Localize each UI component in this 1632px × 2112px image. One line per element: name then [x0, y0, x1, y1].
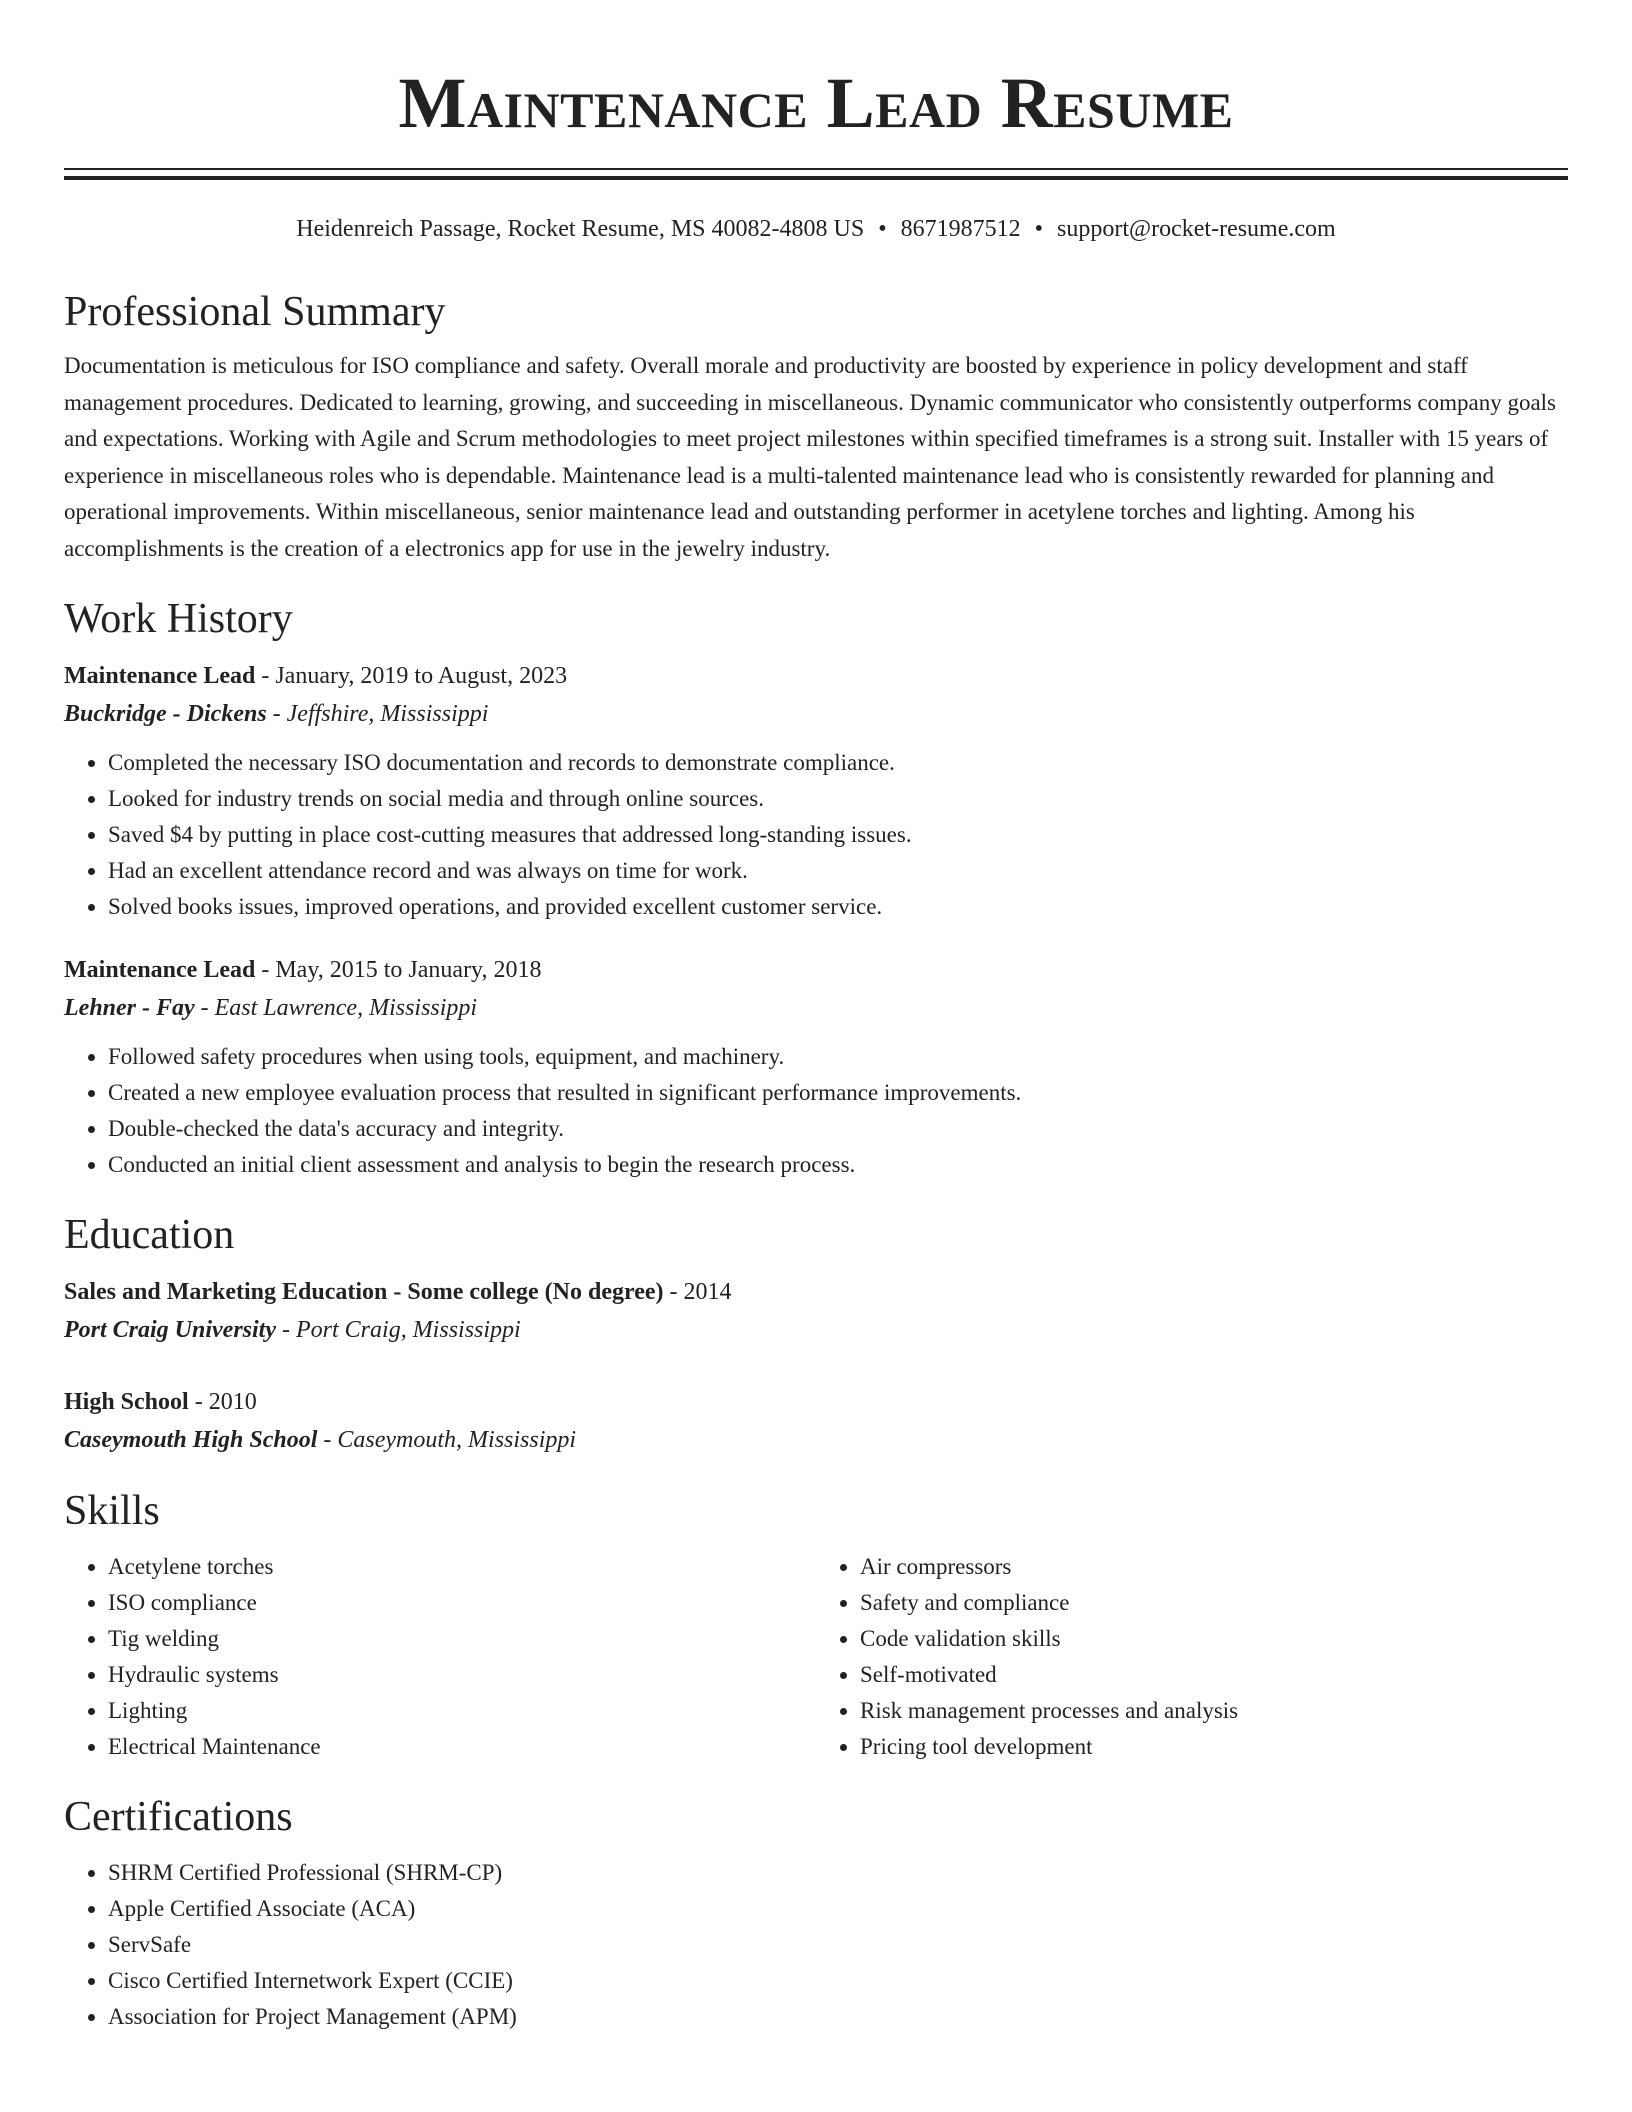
job-title: Maintenance Lead [64, 663, 256, 689]
summary-heading: Professional Summary [64, 289, 446, 335]
job-title: Maintenance Lead [64, 957, 256, 983]
list-item: • Had an excellent attendance record and was always on time for work. [108, 853, 1568, 889]
contact-email: support@rocket-resume.com [1057, 216, 1336, 242]
work-history-heading: Work History [64, 596, 293, 642]
contact-address: Heidenreich Passage, Rocket Resume, MS 40082-4808 US [296, 216, 865, 242]
list-item: • Safety and compliance [860, 1585, 1568, 1621]
contact-separator: • [878, 216, 887, 242]
summary-text: Documentation is meticulous for ISO compliance and safety. Overall morale and productivity are boosted by experience in policy development and staff management procedures. Dedicated to learning, growing, and succeeding in miscellaneous. Dynamic communicator who consistently outperforms company goals and expectations. Working with Agile and Scrum methodologies to meet project milestones within specified timeframes is a strong suit. Installer with 15 years of experience in miscellaneous roles who is dependable. Maintenance lead is a multi-talented maintenance lead who is consistently rewarded for planning and operational improvements. Within miscellaneous, senior maintenance lead and outstanding performer in acetylene torches and lighting. Among his accomplishments is the creation of a electronics app for use in the jewelry industry. [64, 353, 1557, 561]
list-item: • Hydraulic systems [108, 1657, 816, 1693]
school-location: - Port Craig, Mississippi [276, 1317, 521, 1343]
degree-year: - 2010 [188, 1389, 257, 1415]
school-line [64, 1421, 1568, 1459]
job-location: - East Lawrence, Mississippi [194, 995, 478, 1021]
degree-year: - 2014 [663, 1279, 732, 1305]
skills-heading: Skills [64, 1488, 160, 1534]
job-title-line [64, 951, 1568, 989]
list-item: • Double-checked the data's accuracy and integrity. [108, 1111, 1568, 1147]
school: Caseymouth High School [64, 1427, 318, 1453]
title-rule-thin [64, 168, 1568, 170]
list-item: • Pricing tool development [860, 1729, 1568, 1765]
job-dates: - May, 2015 to January, 2018 [255, 957, 542, 983]
list-item: • Tig welding [108, 1621, 816, 1657]
list-item: • Association for Project Management (APM) [108, 1999, 1568, 2035]
school-line [64, 1311, 1568, 1349]
list-item: • Apple Certified Associate (ACA) [108, 1891, 1568, 1927]
certifications-list [64, 1855, 1568, 2035]
list-item: • Risk management processes and analysis [860, 1693, 1568, 1729]
list-item: • Looked for industry trends on social media and through online sources. [108, 781, 1568, 817]
job-company-line [64, 695, 1568, 733]
skills-columns [64, 1549, 1568, 1765]
list-item: • Completed the necessary ISO documentation and records to demonstrate compliance. [108, 745, 1568, 781]
job-title-line [64, 657, 1568, 695]
list-item: • Followed safety procedures when using tools, equipment, and machinery. [108, 1039, 1568, 1075]
job-bullets [64, 1039, 1568, 1183]
job-company: Buckridge - Dickens [64, 701, 267, 727]
list-item: • Acetylene torches [108, 1549, 816, 1585]
school: Port Craig University [64, 1317, 277, 1343]
job-dates: - January, 2019 to August, 2023 [255, 663, 568, 689]
list-item: • Air compressors [860, 1549, 1568, 1585]
contact-separator: • [1034, 216, 1044, 242]
list-item: • SHRM Certified Professional (SHRM-CP) [108, 1855, 1568, 1891]
resume-page [64, 0, 1568, 2035]
skills-left-column [64, 1549, 816, 1765]
job-company: Lehner - Fay [64, 995, 195, 1021]
degree: Sales and Marketing Education - Some college (No degree) [64, 1279, 664, 1305]
title-rule-thick [64, 176, 1568, 180]
degree-line [64, 1383, 1568, 1421]
job-bullets [64, 745, 1568, 925]
education-heading: Education [64, 1212, 235, 1258]
list-item: • Code validation skills [860, 1621, 1568, 1657]
school-location: - Caseymouth, Mississippi [317, 1427, 577, 1453]
list-item: • Electrical Maintenance [108, 1729, 816, 1765]
list-item: • Conducted an initial client assessment and analysis to begin the research process. [108, 1147, 1568, 1183]
job-location: - Jeffshire, Mississippi [266, 701, 489, 727]
list-item: • Solved books issues, improved operations, and provided excellent customer service. [108, 889, 1568, 925]
list-item: • Self-motivated [860, 1657, 1568, 1693]
job-entry [64, 657, 1568, 925]
contact-phone: 8671987512 [900, 216, 1021, 242]
list-item: • Lighting [108, 1693, 816, 1729]
list-item: • Saved $4 by putting in place cost-cutting measures that addressed long-standing issues. [108, 817, 1568, 853]
list-item: • Created a new employee evaluation process that resulted in significant performance improvements. [108, 1075, 1568, 1111]
list-item: • ISO compliance [108, 1585, 816, 1621]
list-item: • ServSafe [108, 1927, 1568, 1963]
contact-line [64, 212, 1568, 246]
certifications-heading: Certifications [64, 1794, 293, 1840]
education-entry [64, 1273, 1568, 1349]
list-item: • Cisco Certified Internetwork Expert (CCIE) [108, 1963, 1568, 1999]
degree-line [64, 1273, 1568, 1311]
education-entry [64, 1383, 1568, 1459]
job-company-line [64, 989, 1568, 1027]
job-entry [64, 951, 1568, 1183]
skills-right-column [816, 1549, 1568, 1765]
degree: High School [64, 1389, 189, 1415]
page-title: Maintenance Lead Resume [398, 63, 1234, 143]
